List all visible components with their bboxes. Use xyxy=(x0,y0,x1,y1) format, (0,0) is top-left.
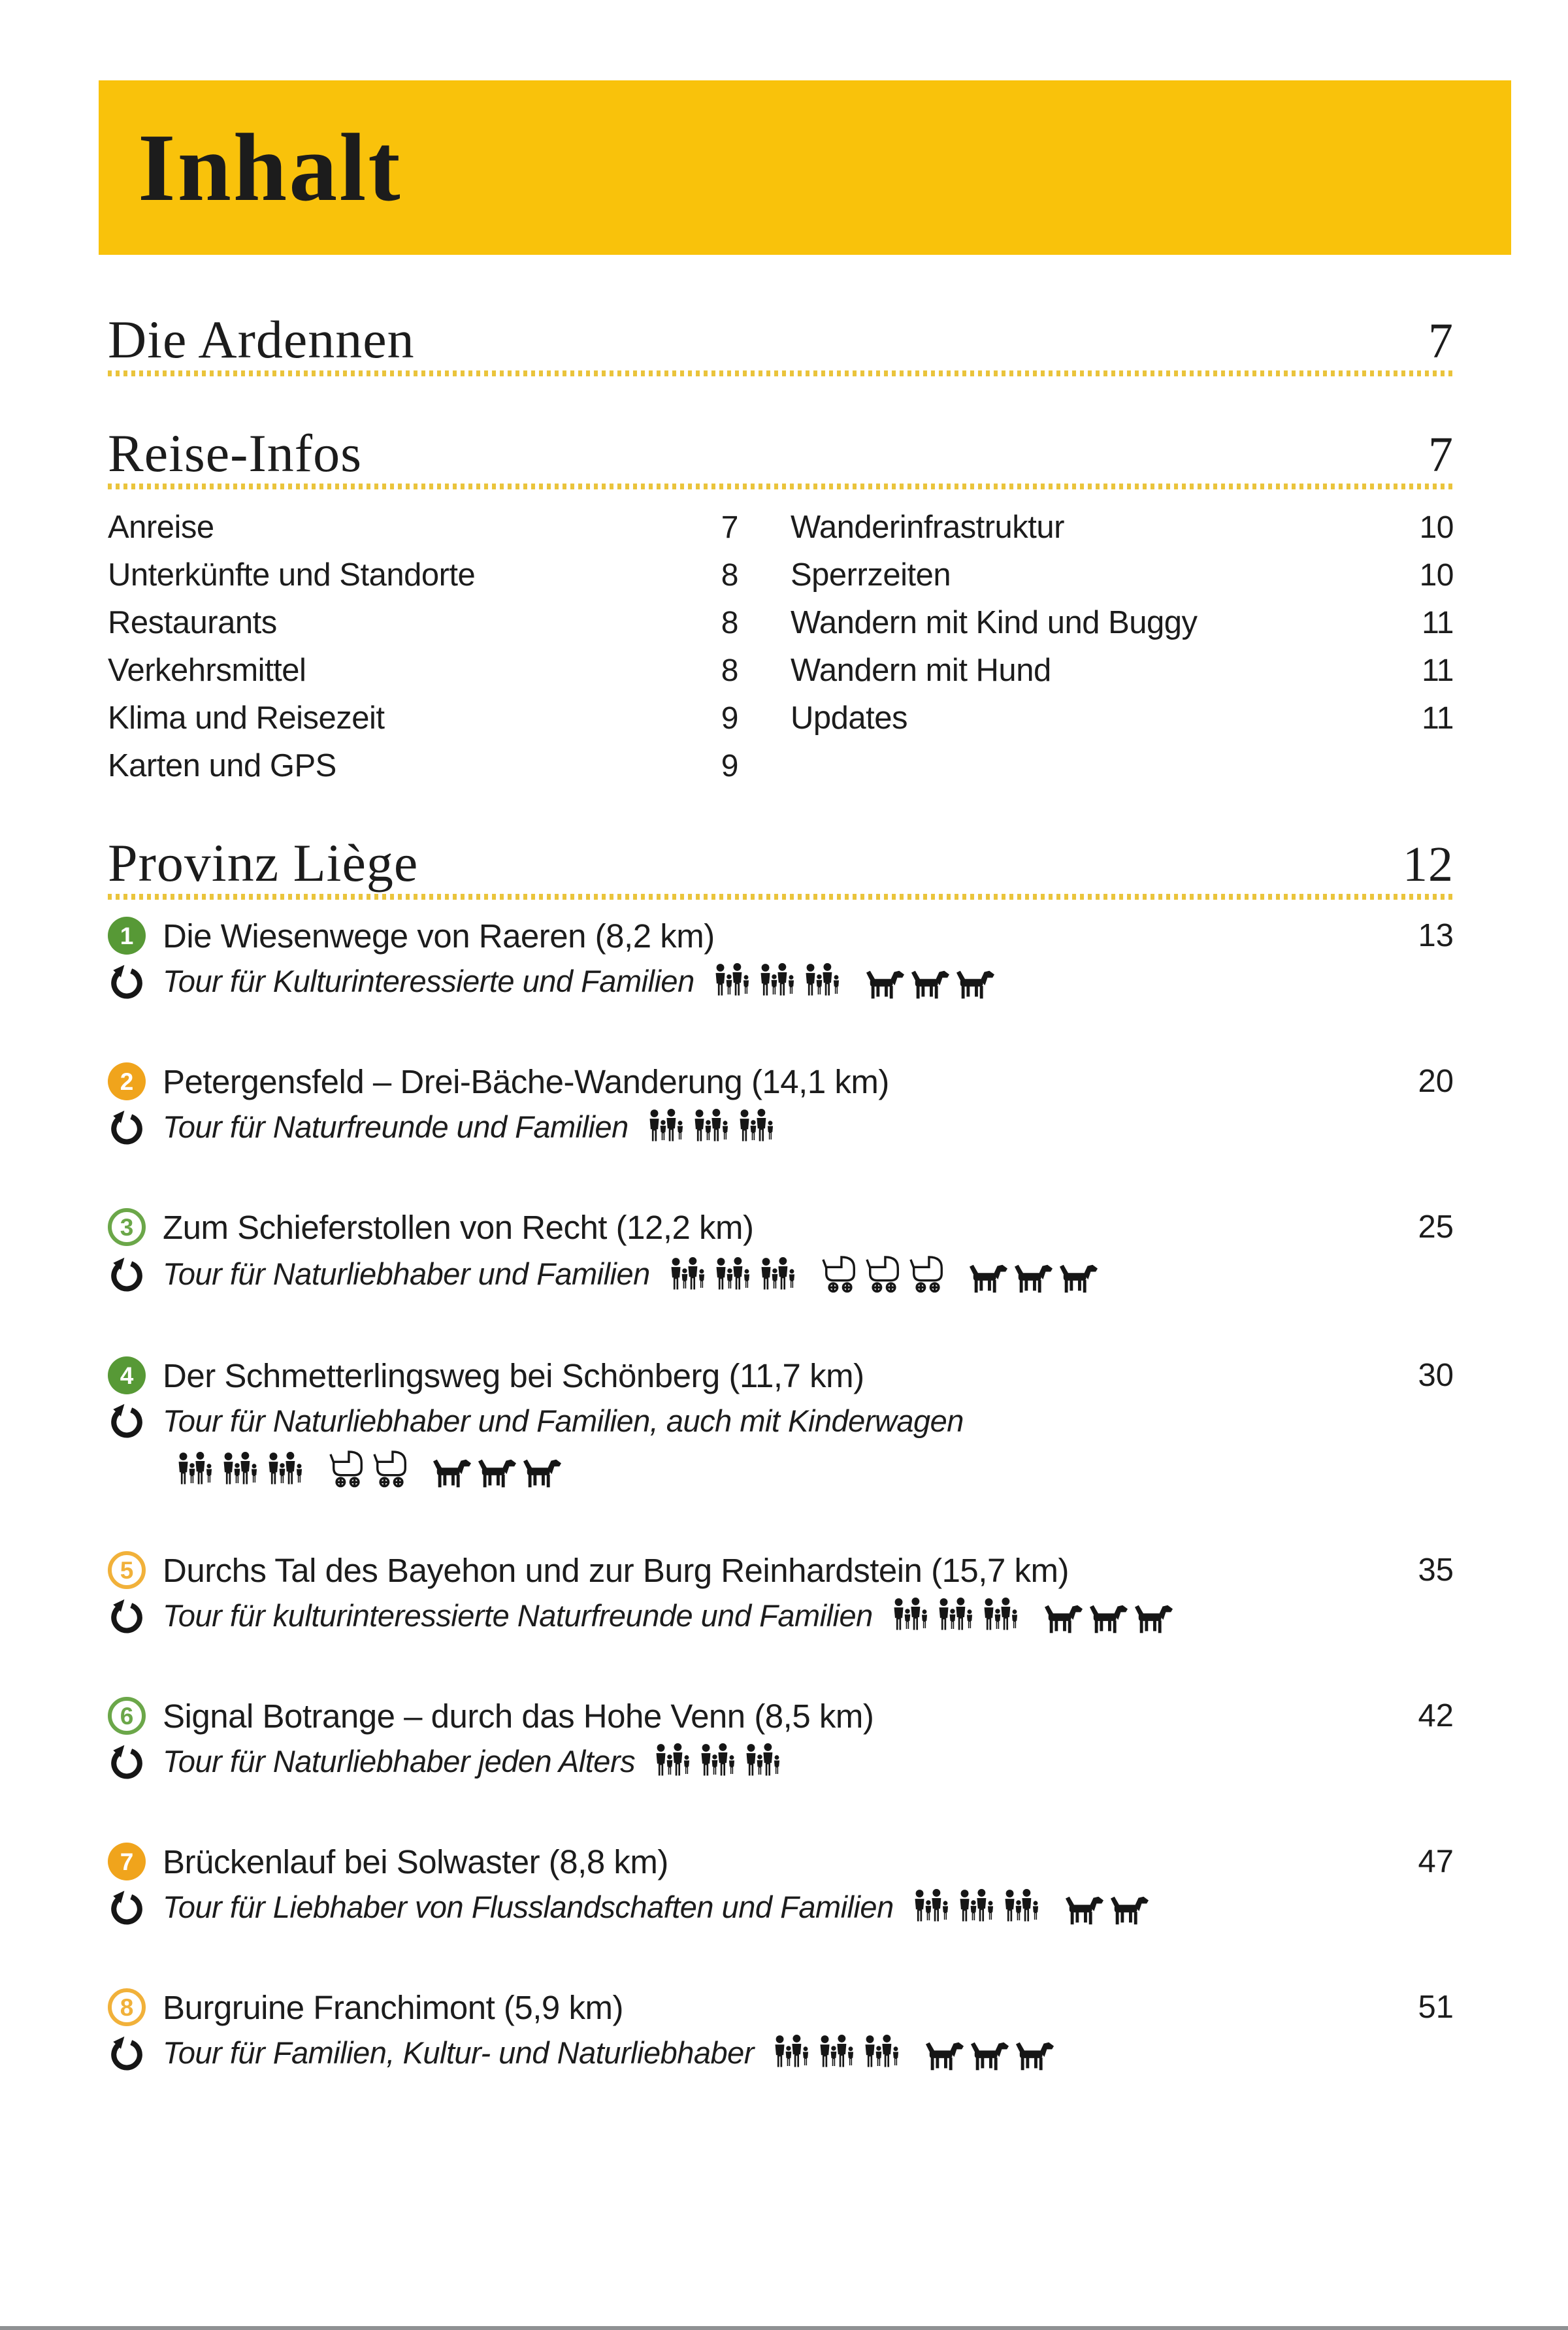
dog-icon xyxy=(911,970,950,1000)
section-title: Reise-Infos xyxy=(108,423,363,483)
section-die-ardennen xyxy=(108,312,1454,367)
tour-entry xyxy=(108,1356,1454,1488)
tour-number-badge xyxy=(108,1208,146,1246)
tour-number: 3 xyxy=(120,1213,134,1241)
dog-icon xyxy=(925,2041,964,2071)
round-trip-icon xyxy=(108,1403,146,1438)
dog-icon xyxy=(1089,1604,1128,1634)
tour-description: Tour für Naturfreunde und Familien xyxy=(163,1109,629,1145)
toc-info-row xyxy=(108,551,738,599)
family-icon-group xyxy=(892,1598,1022,1634)
family-icon xyxy=(655,1743,694,1780)
tour-title-row xyxy=(108,1988,1454,2027)
family-icon xyxy=(267,1452,306,1488)
tour-description: Tour für Naturliebhaber jeden Alters xyxy=(163,1744,636,1779)
section-title: Provinz Liège xyxy=(108,833,419,893)
toc-item-page-number: 8 xyxy=(721,606,738,641)
section-reise-infos xyxy=(108,423,1454,483)
dog-icon xyxy=(433,1458,472,1488)
tour-page-number: 30 xyxy=(1418,1358,1454,1394)
toc-item-label: Klima und Reisezeit xyxy=(108,700,385,736)
tour-number-badge xyxy=(108,1697,146,1735)
stroller-icon xyxy=(372,1449,410,1488)
dog-icon xyxy=(478,1458,517,1488)
stroller-icon-group xyxy=(821,1255,947,1294)
tour-entry xyxy=(108,1062,1454,1145)
tour-title-row xyxy=(108,1356,1454,1395)
tour-number-badge xyxy=(108,917,146,955)
tour-number: 6 xyxy=(120,1702,134,1730)
tour-description: Tour für kulturinteressierte Naturfreunde und Familien xyxy=(163,1598,873,1633)
dog-icon-group xyxy=(1044,1604,1173,1634)
dotted-leader xyxy=(108,370,1454,376)
tour-title-row xyxy=(108,917,1454,955)
family-icon xyxy=(177,1452,216,1488)
family-icon xyxy=(864,2035,903,2071)
section-page-number: 7 xyxy=(1428,314,1454,369)
family-icon xyxy=(670,1257,709,1294)
page-title: Inhalt xyxy=(138,114,402,222)
tour-number: 5 xyxy=(120,1556,134,1584)
stroller-icon xyxy=(865,1255,903,1294)
dog-icon xyxy=(970,2041,1009,2071)
toc-item-page-number: 8 xyxy=(721,558,738,593)
tour-description-row xyxy=(108,1598,1454,1634)
tour-entry xyxy=(108,1843,1454,1926)
toc-item-page-number: 10 xyxy=(1419,510,1454,546)
round-trip-icon xyxy=(108,1890,146,1925)
family-icon xyxy=(913,1889,953,1926)
section-page-number: 7 xyxy=(1428,427,1454,482)
family-icon xyxy=(819,2035,858,2071)
toc-info-row xyxy=(791,551,1454,599)
toc-info-row xyxy=(108,504,738,551)
dog-icon xyxy=(956,970,995,1000)
stroller-icon-group xyxy=(329,1449,410,1488)
tours-list xyxy=(108,917,1454,2071)
family-icon xyxy=(738,1109,777,1145)
family-icon xyxy=(745,1743,784,1780)
round-trip-icon xyxy=(108,2035,146,2071)
family-icon xyxy=(222,1452,261,1488)
round-trip-icon xyxy=(108,1598,146,1633)
toc-item-label: Wandern mit Kind und Buggy xyxy=(791,605,1198,641)
family-icon-group xyxy=(774,2035,903,2071)
dog-icon xyxy=(1044,1604,1083,1634)
dog-icon-group xyxy=(433,1458,562,1488)
reise-infos-columns xyxy=(108,504,1454,790)
stroller-icon xyxy=(329,1449,367,1488)
dog-icon xyxy=(1134,1604,1173,1634)
family-icon-group xyxy=(177,1452,306,1488)
family-icon xyxy=(759,963,798,1000)
toc-info-row xyxy=(108,599,738,647)
dog-icon xyxy=(969,1264,1008,1294)
tour-number-badge xyxy=(108,1551,146,1589)
tour-title: Der Schmetterlingsweg bei Schönberg (11,7 km) xyxy=(163,1356,864,1394)
toc-content xyxy=(0,312,1568,2071)
dog-icon-group xyxy=(969,1264,1098,1294)
family-icon xyxy=(774,2035,813,2071)
family-icon xyxy=(1004,1889,1043,1926)
section-title: Die Ardennen xyxy=(108,310,415,369)
tour-suitability-icons xyxy=(774,2035,1054,2071)
tour-number: 8 xyxy=(120,1994,134,2021)
page-bottom-edge xyxy=(0,2326,1568,2330)
tour-title: Durchs Tal des Bayehon und zur Burg Reinhardstein (15,7 km) xyxy=(163,1551,1069,1589)
toc-item-label: Wandern mit Hund xyxy=(791,653,1051,689)
tour-description: Tour für Kulturinteressierte und Familien xyxy=(163,964,694,999)
tour-title: Signal Botrange – durch das Hohe Venn (8,5 km) xyxy=(163,1697,874,1735)
tour-title: Burgruine Franchimont (5,9 km) xyxy=(163,1988,623,2026)
round-trip-icon xyxy=(108,1109,146,1145)
tour-entry xyxy=(108,1697,1454,1780)
tour-page-number: 51 xyxy=(1418,1990,1454,2026)
toc-item-page-number: 11 xyxy=(1422,653,1454,689)
tour-title-row xyxy=(108,1843,1454,1881)
tour-description: Tour für Naturliebhaber und Familien, auch mit Kinderwagen xyxy=(163,1403,964,1438)
tour-suitability-icons xyxy=(913,1889,1149,1926)
tour-entry xyxy=(108,1551,1454,1634)
toc-info-row xyxy=(791,599,1454,647)
tour-number-badge xyxy=(108,1843,146,1880)
tour-title-row xyxy=(108,1551,1454,1590)
tour-description-row xyxy=(108,1889,1454,1926)
tour-title: Brückenlauf bei Solwaster (8,8 km) xyxy=(163,1843,668,1880)
tour-title: Zum Schieferstollen von Recht (12,2 km) xyxy=(163,1208,754,1246)
family-icon xyxy=(693,1109,732,1145)
round-trip-icon xyxy=(108,964,146,999)
toc-item-label: Updates xyxy=(791,700,908,736)
toc-info-row xyxy=(108,647,738,695)
toc-info-row xyxy=(791,504,1454,551)
dotted-leader xyxy=(108,484,1454,489)
toc-item-page-number: 9 xyxy=(721,701,738,736)
stroller-icon xyxy=(821,1255,859,1294)
tour-description: Tour für Naturliebhaber und Familien xyxy=(163,1256,650,1292)
toc-item-label: Karten und GPS xyxy=(108,748,336,784)
tour-description: Tour für Liebhaber von Flusslandschaften und Familien xyxy=(163,1890,894,1925)
round-trip-icon xyxy=(108,1256,146,1292)
tour-description-row xyxy=(108,2035,1454,2071)
tour-description-row xyxy=(108,963,1454,1000)
toc-item-label: Unterkünfte und Standorte xyxy=(108,557,476,593)
toc-item-page-number: 8 xyxy=(721,653,738,689)
yellow-header-band xyxy=(99,80,1511,255)
tour-entry xyxy=(108,917,1454,1000)
tour-title: Petergensfeld – Drei-Bäche-Wanderung (14,1 km) xyxy=(163,1062,889,1100)
tour-page-number: 13 xyxy=(1418,918,1454,954)
dog-icon-group xyxy=(1065,1895,1149,1926)
toc-item-label: Wanderinfrastruktur xyxy=(791,510,1064,546)
toc-info-row xyxy=(108,742,738,790)
dotted-leader xyxy=(108,894,1454,900)
tour-suitability-icons xyxy=(655,1743,784,1780)
dog-icon xyxy=(1015,2041,1054,2071)
toc-item-label: Sperrzeiten xyxy=(791,557,951,593)
tour-title: Die Wiesenwege von Raeren (8,2 km) xyxy=(163,917,715,955)
round-trip-icon xyxy=(108,1744,146,1779)
family-icon xyxy=(648,1109,687,1145)
tour-description-row xyxy=(108,1403,1454,1439)
tour-entry xyxy=(108,1208,1454,1294)
family-icon xyxy=(892,1598,932,1634)
toc-item-page-number: 9 xyxy=(721,749,738,784)
family-icon xyxy=(938,1598,977,1634)
tour-description-row xyxy=(108,1743,1454,1780)
toc-info-row xyxy=(791,695,1454,742)
tour-title-row xyxy=(108,1208,1454,1247)
dog-icon xyxy=(866,970,905,1000)
tour-description-row xyxy=(108,1109,1454,1145)
tour-suitability-icons xyxy=(892,1598,1173,1634)
toc-item-page-number: 11 xyxy=(1422,701,1454,736)
toc-page xyxy=(0,80,1568,2330)
reise-infos-column-right xyxy=(791,504,1454,790)
toc-item-page-number: 10 xyxy=(1419,558,1454,593)
tour-number-badge xyxy=(108,1356,146,1394)
tour-page-number: 20 xyxy=(1418,1064,1454,1100)
tour-description: Tour für Familien, Kultur- und Naturliebhaber xyxy=(163,2035,754,2071)
tour-page-number: 42 xyxy=(1418,1698,1454,1734)
dog-icon xyxy=(1059,1264,1098,1294)
dog-icon xyxy=(1014,1264,1053,1294)
tour-suitability-icons-row xyxy=(108,1449,1454,1488)
tour-page-number: 47 xyxy=(1418,1844,1454,1880)
stroller-icon xyxy=(909,1255,947,1294)
tour-page-number: 25 xyxy=(1418,1209,1454,1245)
tour-number-badge xyxy=(108,1062,146,1100)
tour-suitability-icons xyxy=(670,1255,1098,1294)
tour-number: 7 xyxy=(120,1848,134,1875)
family-icon-group xyxy=(913,1889,1043,1926)
dog-icon xyxy=(1110,1895,1149,1926)
toc-info-row xyxy=(108,695,738,742)
family-icon xyxy=(760,1257,799,1294)
toc-item-label: Anreise xyxy=(108,510,214,546)
dog-icon-group xyxy=(925,2041,1054,2071)
tour-number-badge xyxy=(108,1988,146,2026)
toc-item-label: Verkehrsmittel xyxy=(108,653,306,689)
toc-item-page-number: 7 xyxy=(721,510,738,546)
family-icon-group xyxy=(655,1743,784,1780)
family-icon xyxy=(700,1743,739,1780)
tour-number: 2 xyxy=(120,1068,134,1095)
tour-title-row xyxy=(108,1697,1454,1735)
family-icon xyxy=(983,1598,1022,1634)
family-icon-group xyxy=(714,963,843,1000)
tour-number: 4 xyxy=(120,1362,134,1389)
tour-entry xyxy=(108,1988,1454,2071)
toc-item-label: Restaurants xyxy=(108,605,277,641)
dog-icon-group xyxy=(866,970,995,1000)
section-page-number: 12 xyxy=(1403,837,1454,893)
tour-suitability-icons xyxy=(648,1109,777,1145)
toc-info-row xyxy=(791,647,1454,695)
tour-description-row xyxy=(108,1255,1454,1294)
dog-icon xyxy=(523,1458,562,1488)
family-icon-group xyxy=(648,1109,777,1145)
family-icon xyxy=(958,1889,998,1926)
tour-number: 1 xyxy=(120,922,134,949)
reise-infos-column-left xyxy=(108,504,738,790)
family-icon xyxy=(715,1257,754,1294)
tour-suitability-icons xyxy=(714,963,995,1000)
family-icon-group xyxy=(670,1257,799,1294)
toc-item-page-number: 11 xyxy=(1422,606,1454,641)
family-icon xyxy=(714,963,753,1000)
tour-title-row xyxy=(108,1062,1454,1101)
section-provinz-liege xyxy=(108,833,1454,893)
family-icon xyxy=(804,963,843,1000)
dog-icon xyxy=(1065,1895,1104,1926)
tour-page-number: 35 xyxy=(1418,1552,1454,1588)
